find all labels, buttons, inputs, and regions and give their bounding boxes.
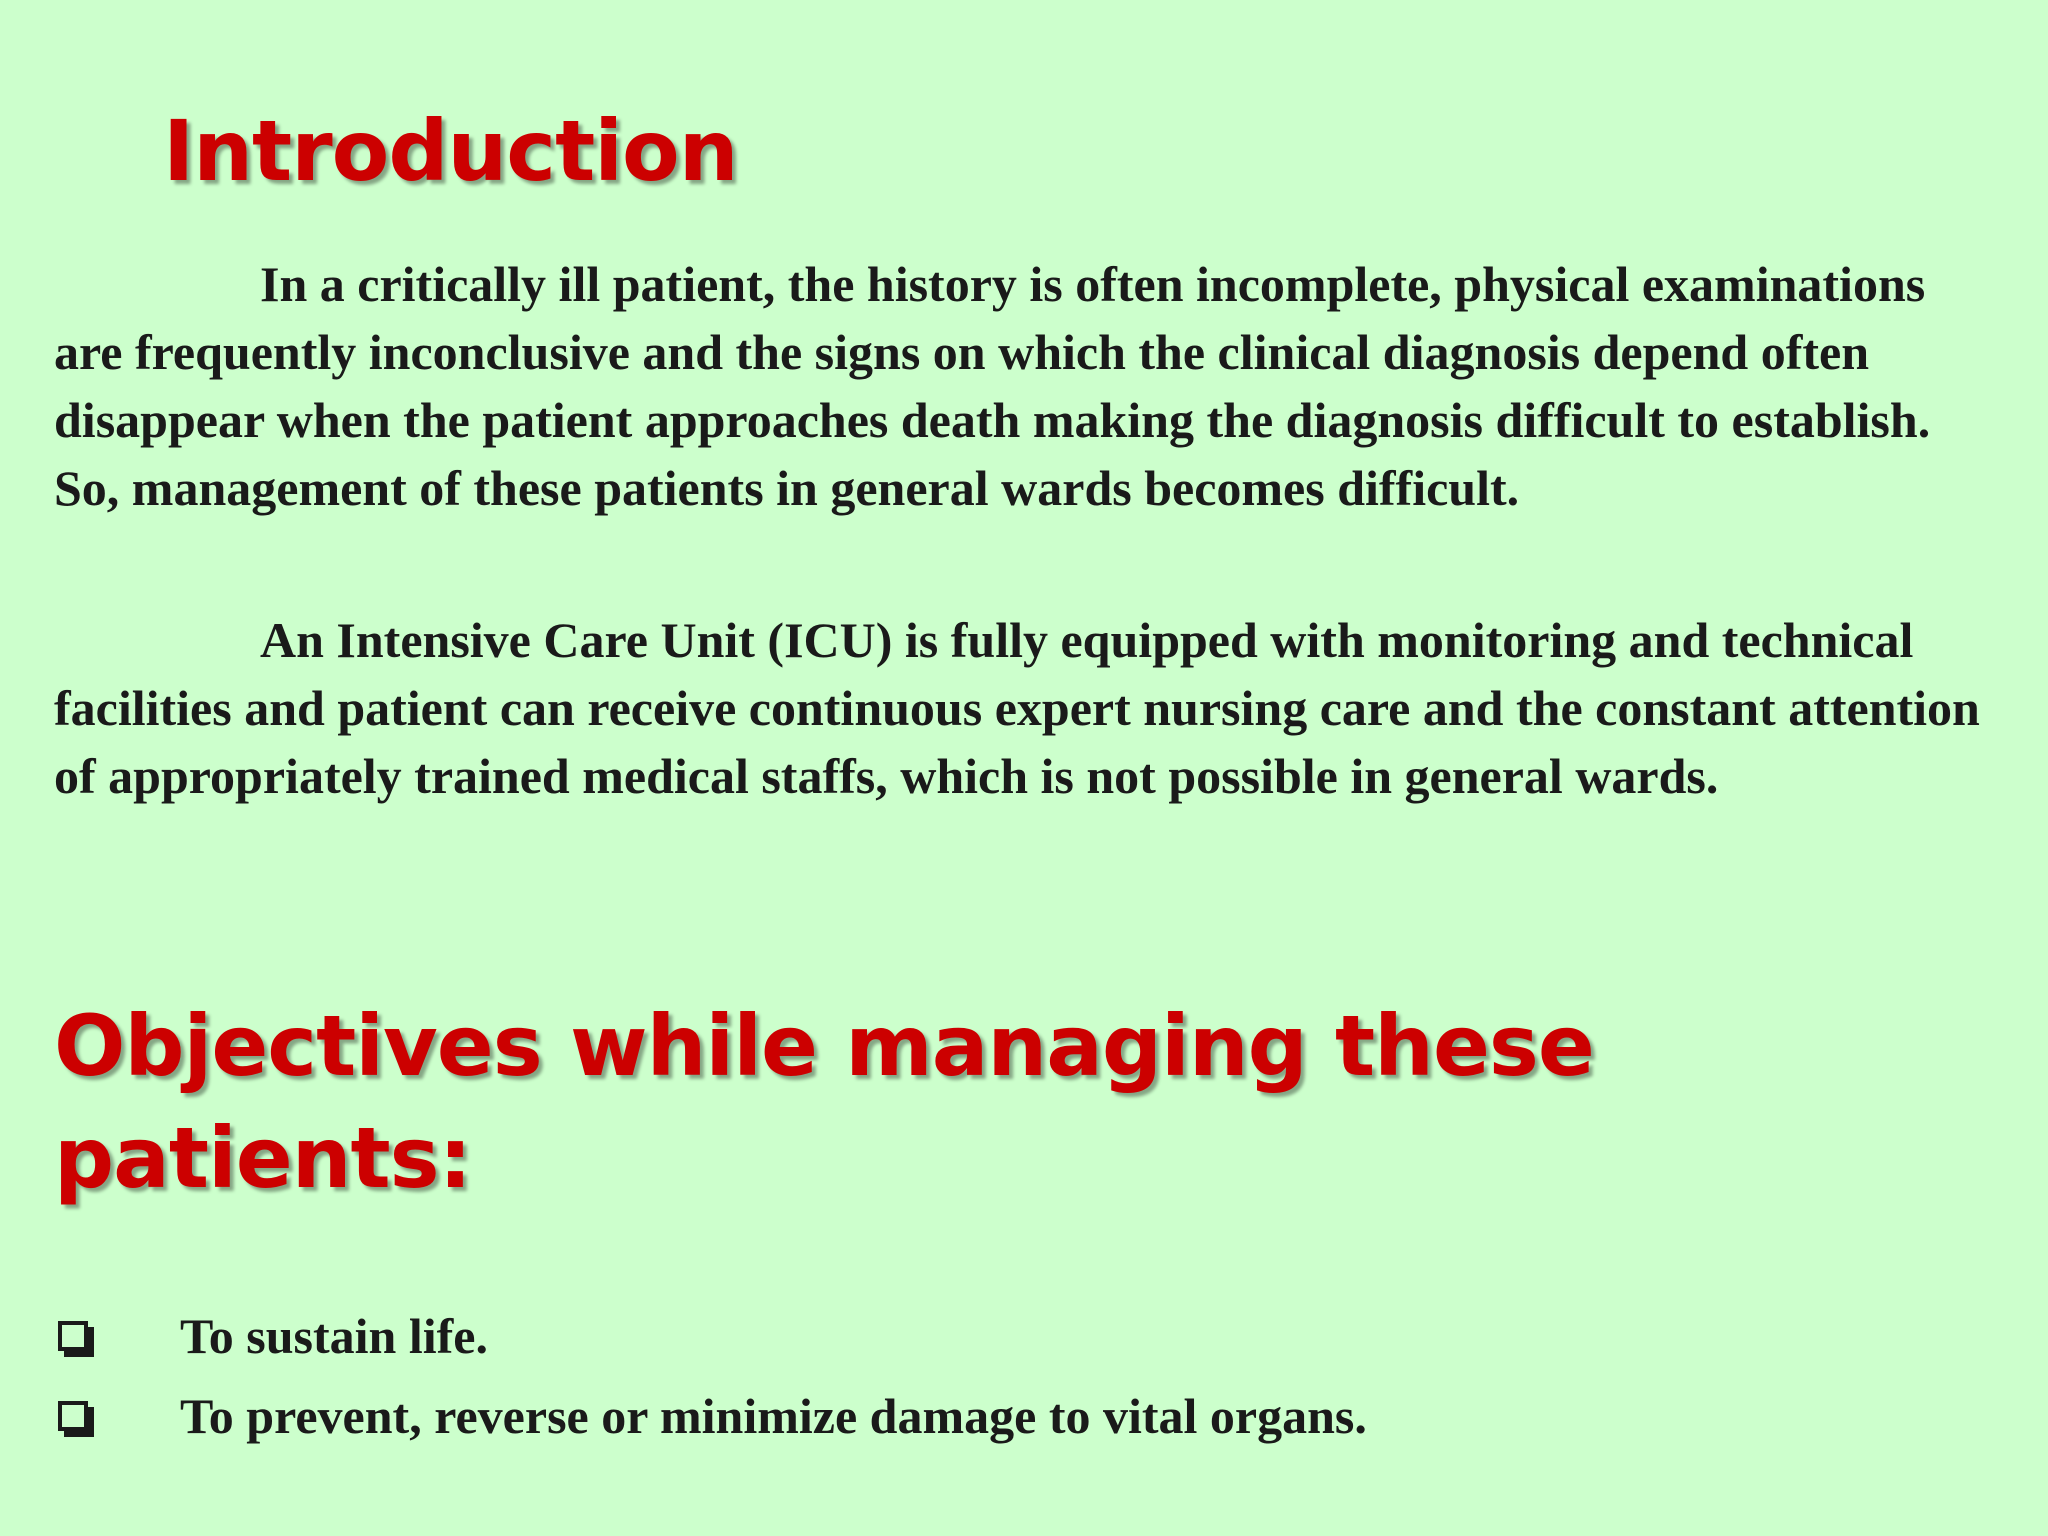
introduction-paragraph-1-text: In a critically ill patient, the history is often incomplete, physical examinations are frequently inconclusive and the signs on which the clinical diagnosis depend often disappear when the patient approaches death making the diagnosis difficult to establish. So, management of these patients in general wards becomes difficult.	[54, 256, 1931, 516]
introduction-paragraph-2	[54, 606, 1994, 810]
objectives-heading: Objectives while managing these patients:	[54, 997, 1594, 1207]
list-item-text: To prevent, reverse or minimize damage to vital organs.	[180, 1388, 1367, 1444]
introduction-paragraph-2-text: An Intensive Care Unit (ICU) is fully equipped with monitoring and technical facilities and patient can receive continuous expert nursing care and the constant attention of appropriately trained medical staffs, which is not possible in general wards.	[54, 612, 1980, 804]
objectives-list	[54, 1296, 1367, 1456]
introduction-heading: Introduction	[163, 102, 738, 200]
checkbox-square-icon	[58, 1321, 88, 1351]
introduction-paragraph-1	[54, 250, 1994, 522]
checkbox-square-icon	[58, 1401, 88, 1431]
list-item	[54, 1296, 1367, 1376]
list-item	[54, 1376, 1367, 1456]
list-item-text: To sustain life.	[180, 1308, 488, 1364]
